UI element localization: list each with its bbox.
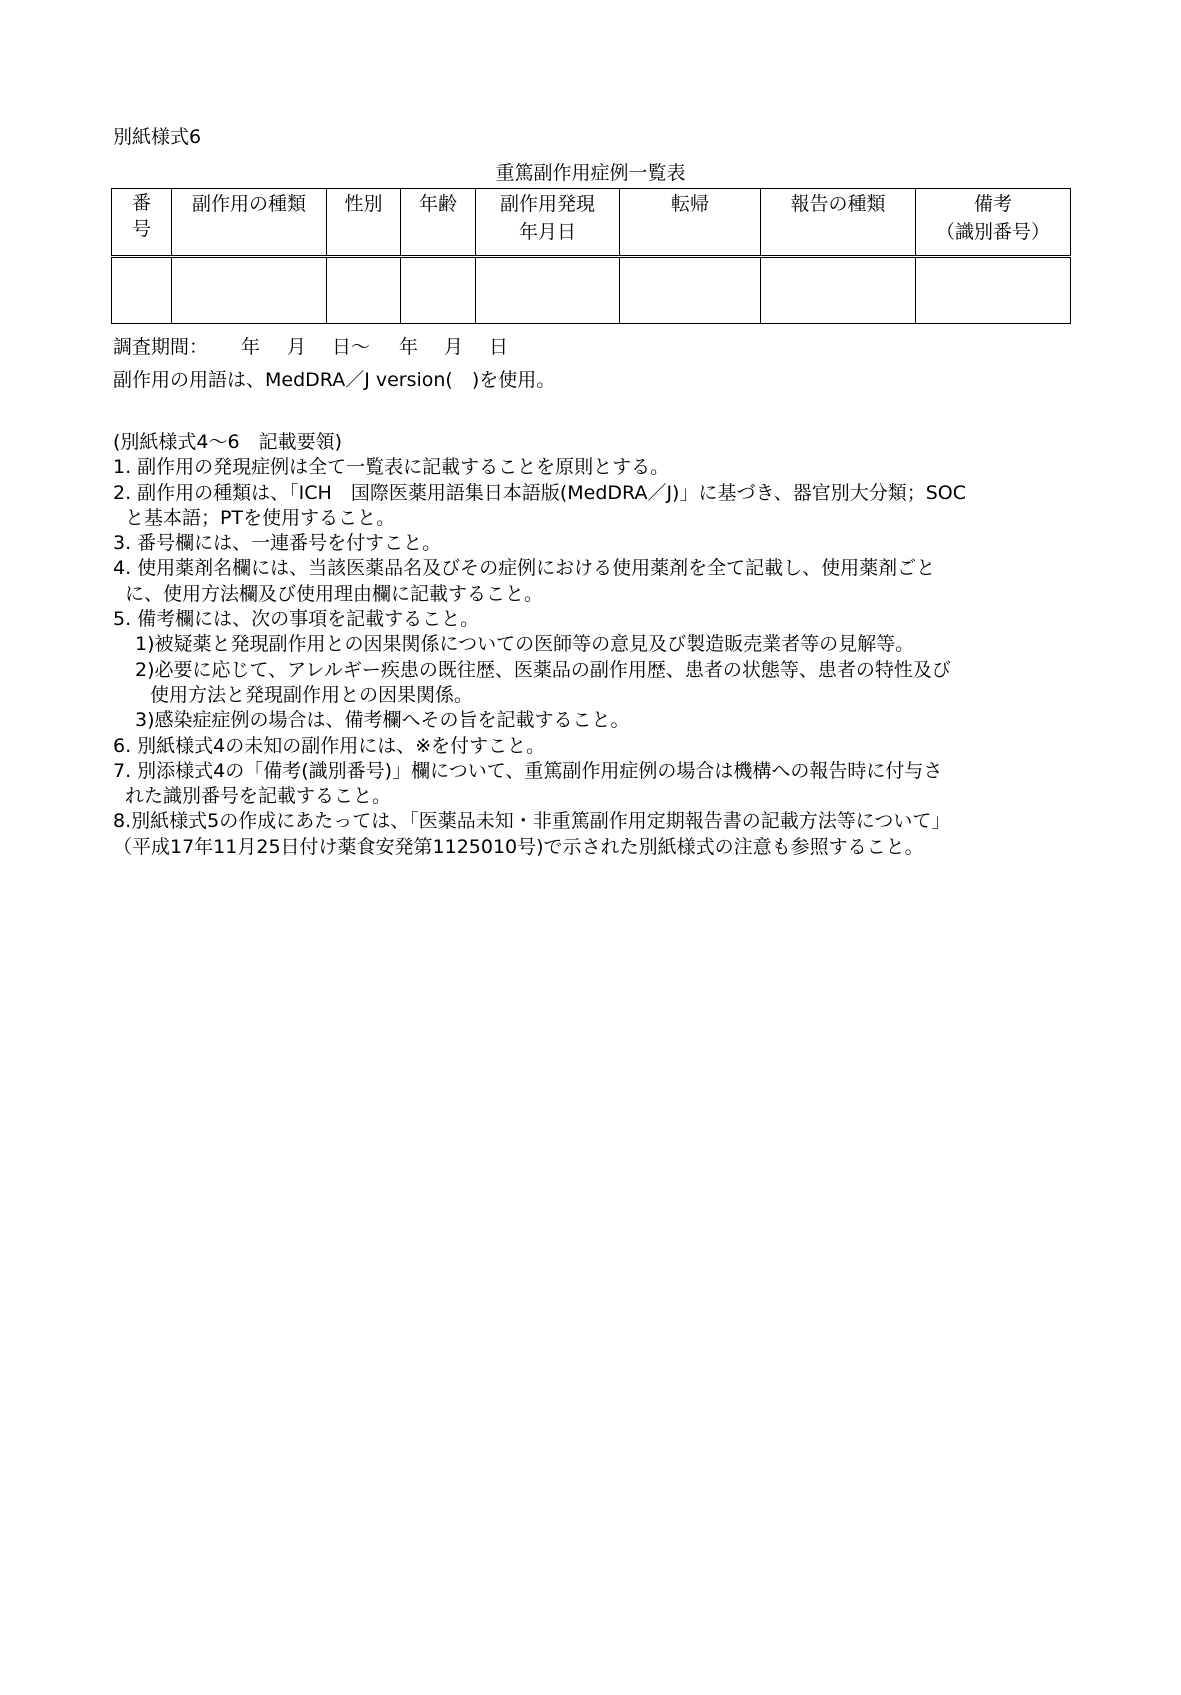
instruction-line: れた識別番号を記載すること。	[125, 785, 392, 808]
meddra-note: 副作用の用語は、MedDRA／J version( )を使用。	[113, 369, 556, 391]
instructions-heading: (別紙様式4～6 記載要領)	[113, 431, 343, 453]
table-cell	[401, 257, 476, 324]
case-table	[111, 188, 1071, 324]
instruction-subline: 2)必要に応じて、アレルギー疾患の既往歴、医薬品の副作用歴、患者の状態等、患者の特性及び	[135, 658, 951, 681]
instruction-line: 8.別紙様式5の作成にあたっては、「医薬品未知・非重篤副作用定期報告書の記載方法等について」	[113, 810, 951, 833]
header-onset-date: 副作用発現 年月日	[476, 189, 620, 257]
header-row	[112, 189, 1071, 257]
header-number: 番号	[112, 189, 172, 257]
table-cell	[172, 257, 327, 324]
header-report-type: 報告の種類	[761, 189, 916, 257]
table-cell	[327, 257, 401, 324]
survey-period-label: 調査期間：	[113, 336, 209, 358]
period-year-start: 年	[241, 336, 261, 358]
instruction-line: 6. 別紙様式4の未知の副作用には、※を付すこと。	[113, 734, 546, 757]
table-cell	[916, 257, 1071, 324]
header-outcome: 転帰	[620, 189, 761, 257]
table-cell	[476, 257, 620, 324]
period-day-end: 日	[489, 336, 509, 358]
table-cell	[112, 257, 172, 324]
instruction-line: 2. 副作用の種類は、「ICH 国際医薬用語集日本語版(MedDRA／J)」に基づき、器官別大分類；SOC	[113, 481, 966, 504]
instruction-line: 4. 使用薬剤名欄には、当該医薬品名及びその症例における使用薬剤を全て記載し、使用薬剤ごと	[113, 557, 936, 580]
instruction-line: 1. 副作用の発現症例は全て一覧表に記載することを原則とする。	[113, 456, 670, 479]
instruction-subline: 3)感染症症例の場合は、備考欄へその旨を記載すること。	[135, 709, 630, 732]
table-cell	[620, 257, 761, 324]
instructions	[113, 430, 1073, 860]
header-age: 年齢	[401, 189, 476, 257]
period-day-start: 日～	[332, 336, 371, 358]
form-label: 別紙様式6	[113, 126, 202, 148]
instruction-line: 7. 別添様式4の「備考(識別番号)」欄について、重篤副作用症例の場合は機構への報告時に付与さ	[113, 759, 943, 782]
table-row	[112, 257, 1071, 324]
period-month-start: 月	[287, 336, 307, 358]
header-adverse-reaction-type: 副作用の種類	[172, 189, 327, 257]
instruction-line: と基本語；PTを使用すること。	[125, 506, 396, 529]
table-cell	[761, 257, 916, 324]
instruction-line: に、使用方法欄及び使用理由欄に記載すること。	[125, 582, 544, 605]
instruction-line: 3. 番号欄には、一連番号を付すこと。	[113, 532, 442, 555]
period-year-end: 年	[399, 336, 419, 358]
period-month-end: 月	[444, 336, 464, 358]
instruction-line: 5. 備考欄には、次の事項を記載すること。	[113, 608, 480, 631]
survey-period	[113, 334, 508, 360]
instruction-subline: 使用方法と発現副作用との因果関係。	[150, 683, 474, 706]
instruction-line: （平成17年11月25日付け薬食安発第1125010号)で示された別紙様式の注意も参照すること。	[113, 835, 924, 858]
header-sex: 性別	[327, 189, 401, 257]
instruction-subline: 1)被疑薬と発現副作用との因果関係についての医師等の意見及び製造販売業者等の見解等。	[135, 633, 915, 656]
header-remarks: 備考 （識別番号）	[916, 189, 1071, 257]
document-title: 重篤副作用症例一覧表	[495, 162, 686, 184]
